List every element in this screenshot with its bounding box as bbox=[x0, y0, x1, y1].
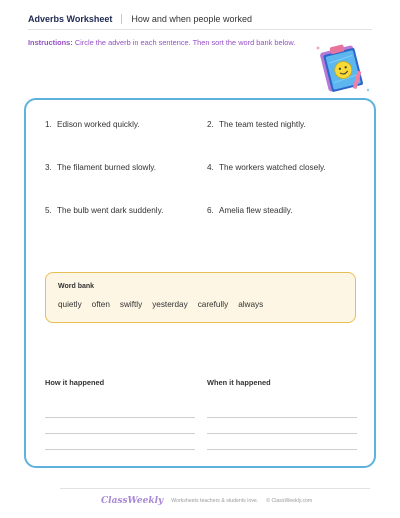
footer bbox=[101, 496, 312, 506]
sentence-item: 3. The filament burned slowly. bbox=[45, 163, 157, 172]
answer-line-how[interactable] bbox=[45, 417, 195, 418]
header-divider bbox=[121, 14, 122, 24]
word-bank-word: often bbox=[91, 300, 110, 309]
word-bank-word: swiftly bbox=[119, 300, 143, 309]
word-bank-word: quietly bbox=[58, 300, 82, 309]
how-heading: How it happened bbox=[45, 378, 105, 387]
when-heading: When it happened bbox=[207, 378, 271, 387]
instructions-lead: Instructions: bbox=[28, 38, 73, 47]
word-bank bbox=[45, 272, 356, 323]
instructions-text: Circle the adverb in each sentence. Then sort the word bank below. bbox=[72, 38, 296, 47]
worksheet-subtitle: How and when people worked bbox=[131, 14, 252, 24]
sentence-item: 1. Edison worked quickly. bbox=[45, 120, 140, 129]
sentence-item: 2. The team tested nightly. bbox=[207, 120, 306, 129]
answer-line-when[interactable] bbox=[207, 449, 357, 450]
worksheet-title: Adverbs Worksheet bbox=[28, 14, 113, 24]
word-bank-words bbox=[58, 300, 263, 309]
answer-line-when[interactable] bbox=[207, 433, 357, 434]
footer-tagline: Worksheets teachers & students love. bbox=[171, 498, 259, 504]
answer-line-how[interactable] bbox=[45, 433, 195, 434]
smiley-clipboard-icon bbox=[312, 40, 374, 98]
word-bank-word: yesterday bbox=[152, 300, 188, 309]
sentence-item: 5. The bulb went dark suddenly. bbox=[45, 206, 164, 215]
instructions bbox=[28, 37, 313, 49]
footer-copyright: © ClassWeekly.com bbox=[266, 498, 313, 504]
worksheet-header bbox=[28, 12, 252, 26]
answer-line-when[interactable] bbox=[207, 417, 357, 418]
word-bank-title: Word bank bbox=[58, 283, 95, 290]
sentence-item: 4. The workers watched closely. bbox=[207, 163, 326, 172]
answer-line-how[interactable] bbox=[45, 449, 195, 450]
word-bank-word: always bbox=[238, 300, 264, 309]
worksheet-card bbox=[24, 98, 376, 468]
header-rule bbox=[28, 29, 372, 30]
word-bank-word: carefully bbox=[197, 300, 229, 309]
footer-rule bbox=[60, 488, 370, 489]
sentence-item: 6. Amelia flew steadily. bbox=[207, 206, 293, 215]
brand-logo: ClassWeekly bbox=[101, 496, 164, 506]
